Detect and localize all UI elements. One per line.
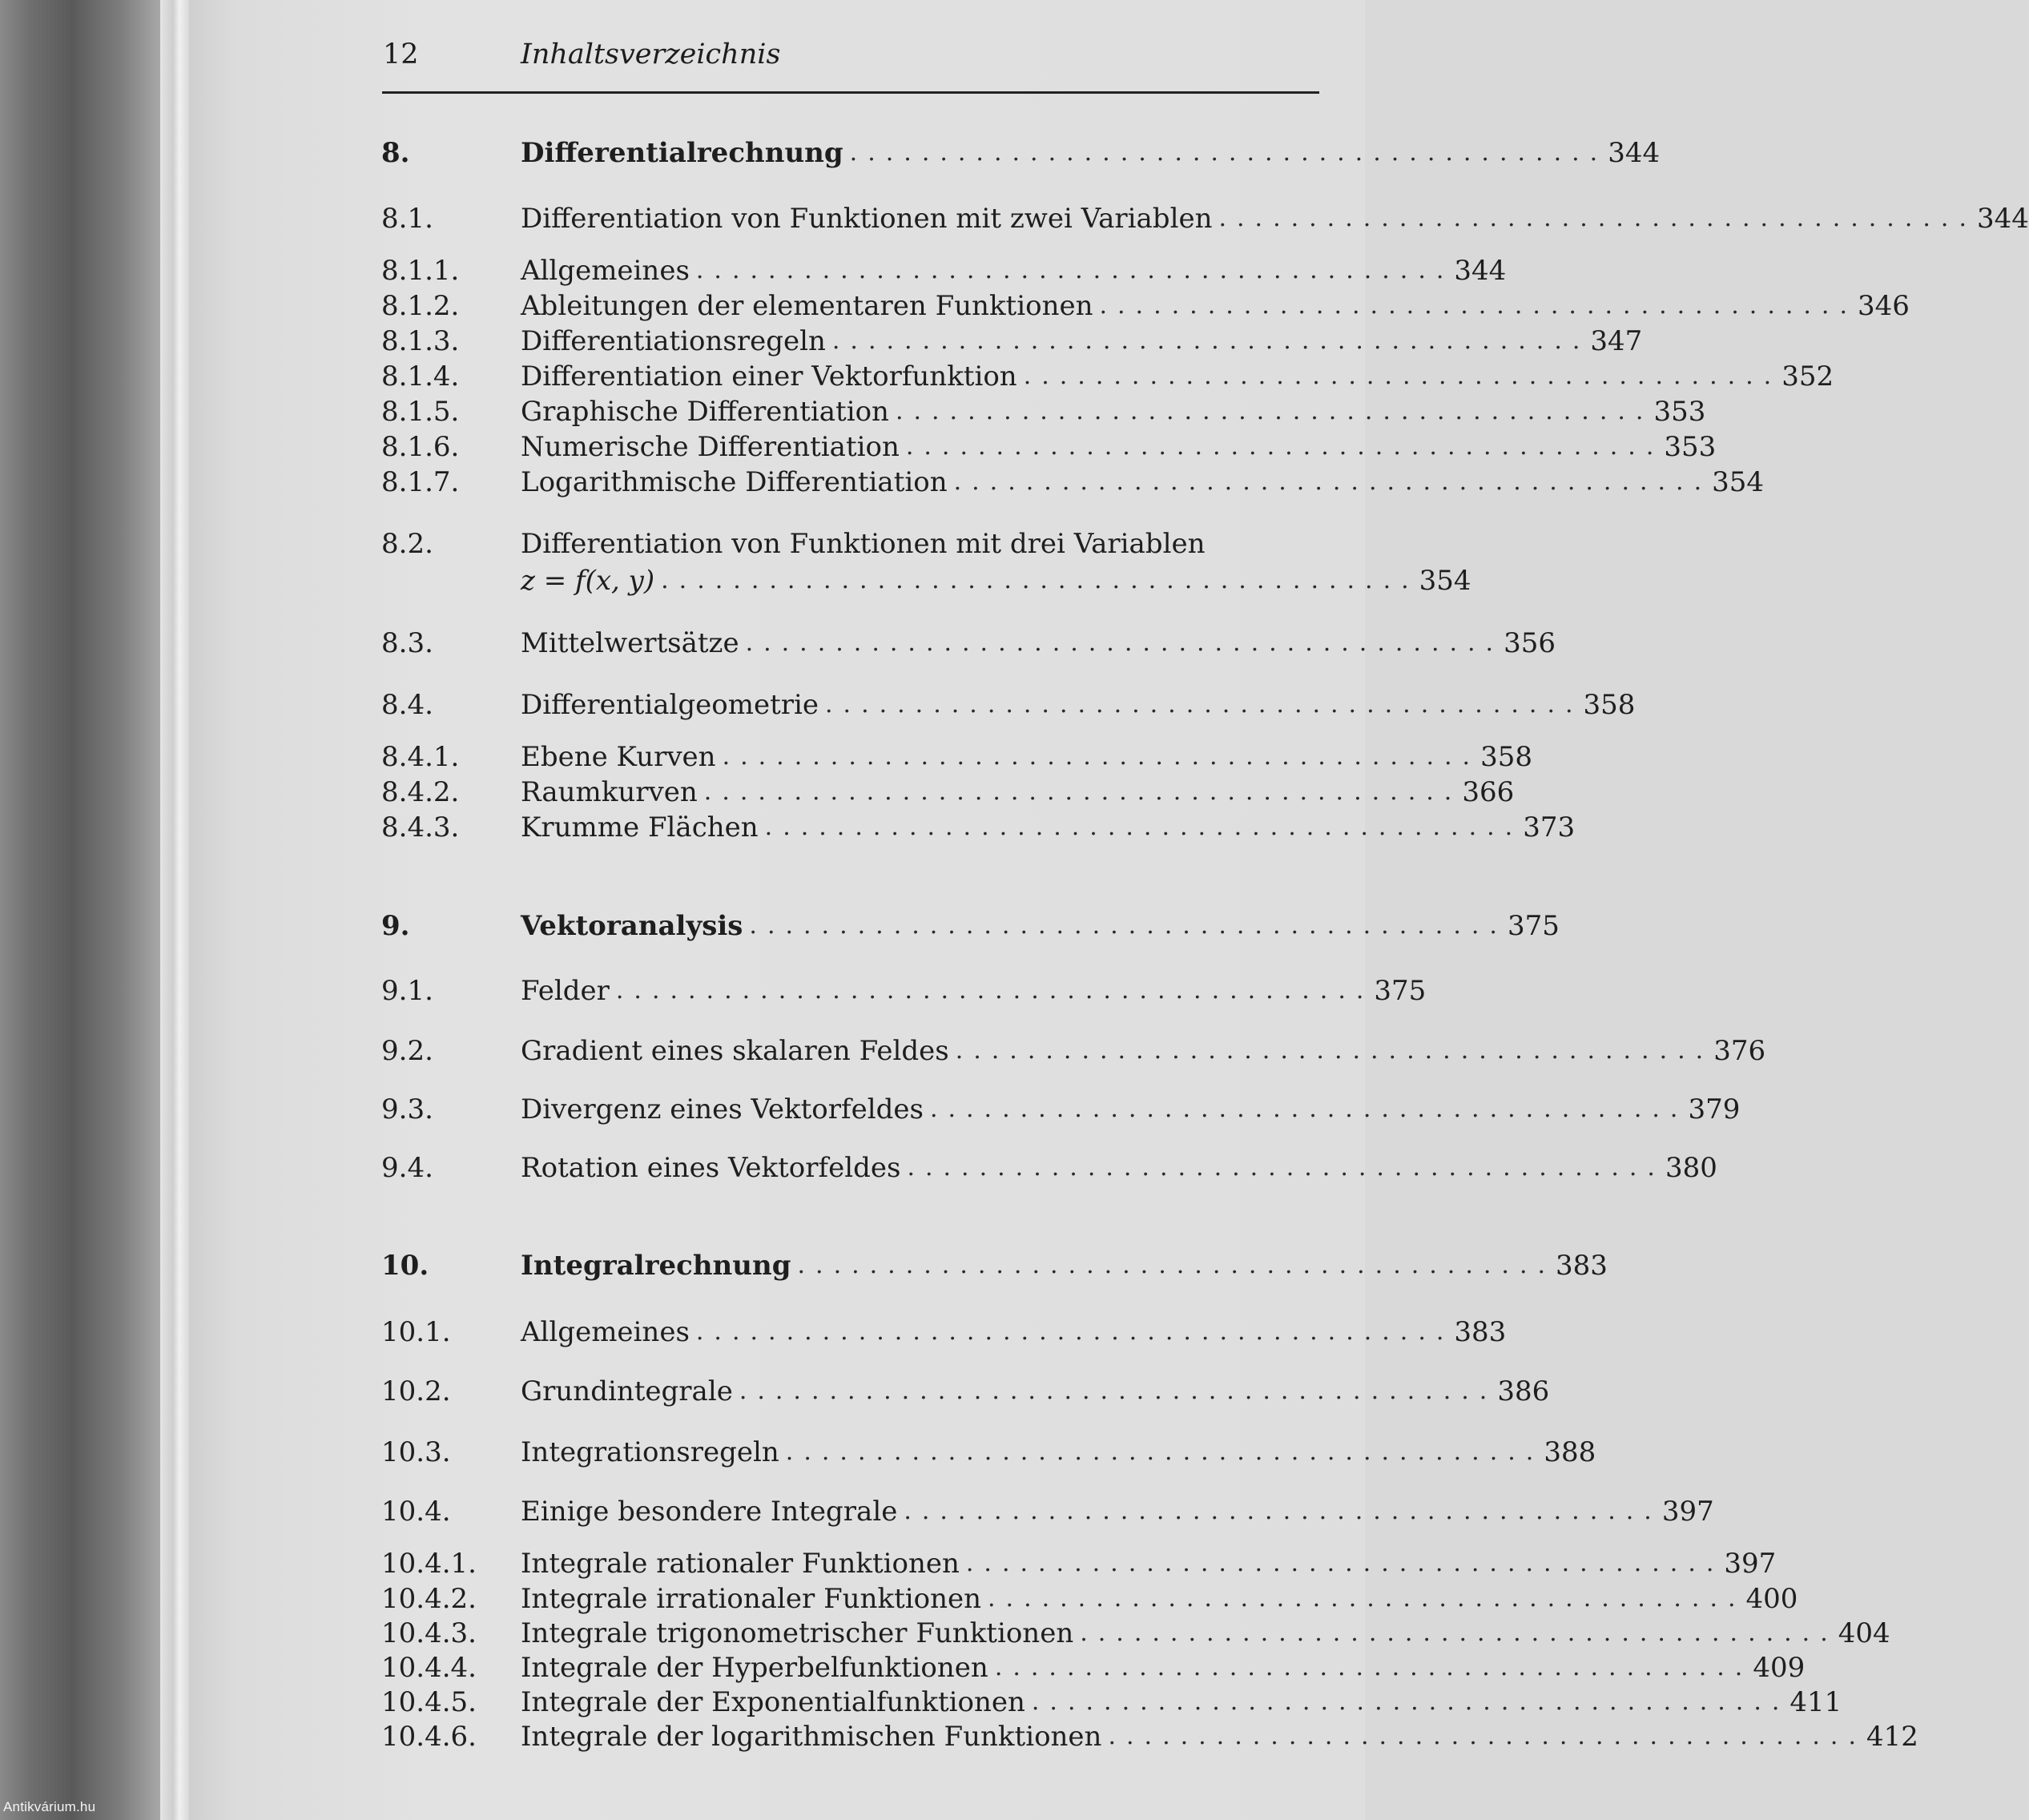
entry-title: Raumkurven [521,776,698,808]
entry-page: 400 [1745,1583,1798,1615]
entry-title: Differentiation von Funktionen mit drei Variablen [521,528,1206,560]
entry-title: Integrale rationaler Funktionen [521,1548,960,1580]
toc-entry[interactable]: 8.4.2. Raumkurven .......................................... 366 [381,774,1323,811]
entry-title: Einige besondere Integrale [521,1496,898,1528]
toc-entry[interactable]: 10.1. Allgemeines .......................................... 383 [381,1314,1323,1351]
entry-page: 404 [1838,1617,1890,1649]
watermark: Antikvárium.hu [3,1799,96,1814]
entry-title: Integrale der Hyperbelfunktionen [521,1652,988,1684]
entry-page: 344 [1454,255,1507,287]
toc-entry[interactable]: 8.1.5. Graphische Differentiation .......................................... 353 [381,393,1323,430]
toc-entry[interactable]: 8.3. Mittelwertsätze .......................................... 356 [381,625,1323,662]
toc-entry[interactable]: 8.4. Differentialgeometrie .......................................... 358 [381,687,1323,723]
toc-entry[interactable]: 10.4.1. Integrale rationaler Funktionen .......................................... 397 [381,1545,1323,1582]
entry-page: 354 [1419,565,1471,597]
entry-title: Differentiationsregeln [521,325,826,357]
toc-entry[interactable]: 8.2. Differentiation von Funktionen mit drei Variablen z = f(x, y) .......................................... 354 [381,562,1323,599]
entry-page: 397 [1724,1548,1777,1580]
toc-chapter-8[interactable]: 8. Differentialrechnung .......................................... 344 [381,135,1323,171]
entry-title: Mittelwertsätze [521,627,739,659]
entry-page: 375 [1507,910,1560,942]
toc-entry[interactable]: 8.1.4. Differentiation einer Vektorfunktion .......................................... 352 [381,358,1323,395]
entry-page: 366 [1462,776,1515,808]
entry-title: Allgemeines [521,1316,690,1348]
entry-title: Differentiation einer Vektorfunktion [521,360,1017,393]
toc-entry[interactable]: 10.3. Integrationsregeln .......................................... 388 [381,1434,1323,1471]
toc-entry[interactable]: 8.4.1. Ebene Kurven .......................................... 358 [381,739,1323,775]
entry-title: Differentialgeometrie [521,689,819,721]
entry-page: 412 [1866,1721,1918,1753]
entry-title: Krumme Flächen [521,811,759,844]
entry-title: Integrale trigonometrischer Funktionen [521,1617,1074,1649]
toc-entry[interactable]: 8.1.6. Numerische Differentiation .......................................... 353 [381,429,1323,465]
entry-page: 346 [1858,290,1910,322]
entry-page: 376 [1713,1035,1766,1067]
entry-title: Divergenz eines Vektorfeldes [521,1093,924,1125]
toc-chapter-10[interactable]: 10. Integralrechnung .......................................... 383 [381,1247,1323,1284]
entry-page: 354 [1712,466,1765,498]
entry-title: Ebene Kurven [521,741,716,773]
entry-title: Allgemeines [521,255,690,287]
entry-page: 386 [1497,1375,1550,1407]
entry-page: 379 [1688,1093,1741,1125]
toc-chapter-9[interactable]: 9. Vektoranalysis .......................................... 375 [381,908,1323,944]
toc-entry[interactable]: 9.3. Divergenz eines Vektorfeldes .......................................... 379 [381,1091,1323,1128]
entry-title-line2: z = f(x, y) [521,565,655,597]
entry-page: 383 [1556,1250,1608,1282]
entry-page: 344 [1977,203,2029,235]
toc-entry[interactable]: 10.4. Einige besondere Integrale .......................................... 397 [381,1493,1323,1530]
toc-entry[interactable]: 10.4.3. Integrale trigonometrischer Funktionen .......................................... 404 [381,1615,1323,1652]
toc-entry[interactable]: 10.4.2. Integrale irrationaler Funktionen .......................................... 400 [381,1580,1323,1617]
entry-title: Graphische Differentiation [521,396,889,428]
toc-entry[interactable]: 8.1.2. Ableitungen der elementaren Funktionen .......................................... 346 [381,288,1323,324]
toc-entry[interactable]: 10.4.4. Integrale der Hyperbelfunktionen .......................................... 409 [381,1649,1323,1686]
entry-page: 375 [1374,975,1427,1007]
entry-page: 344 [1608,137,1661,169]
entry-title: Rotation eines Vektorfeldes [521,1152,901,1184]
entry-page: 356 [1504,627,1556,659]
toc-entry[interactable]: 8.1.7. Logarithmische Differentiation .......................................... 354 [381,464,1323,501]
toc-entry[interactable]: 8.1.3. Differentiationsregeln .......................................... 347 [381,323,1323,360]
entry-page: 373 [1523,811,1576,844]
entry-title: Gradient eines skalaren Feldes [521,1035,949,1067]
entry-title: Vektoranalysis [521,910,743,942]
running-title: Inhaltsverzeichnis [521,38,781,70]
entry-title: Ableitungen der elementaren Funktionen [521,290,1093,322]
entry-title: Differentialrechnung [521,137,843,169]
entry-page: 411 [1789,1686,1842,1718]
entry-page: 347 [1590,325,1643,357]
entry-page: 353 [1653,396,1706,428]
toc-entry[interactable]: 8.4.3. Krumme Flächen .......................................... 373 [381,809,1323,846]
toc-entry[interactable]: 8.1. Differentiation von Funktionen mit zwei Variablen .......................................... 344 [381,200,1323,237]
entry-title: Felder [521,975,610,1007]
entry-page: 383 [1454,1316,1507,1348]
toc-entry[interactable]: 9.4. Rotation eines Vektorfeldes .......................................... 380 [381,1150,1323,1186]
entry-page: 358 [1480,741,1532,773]
toc-entry[interactable]: 10.4.5. Integrale der Exponentialfunktionen .......................................... 411 [381,1684,1323,1721]
entry-page: 409 [1753,1652,1806,1684]
toc-entry[interactable]: 9.1. Felder .......................................... 375 [381,972,1323,1009]
entry-page: 380 [1665,1152,1717,1184]
entry-title: Numerische Differentiation [521,431,900,463]
entry-title: Integrale irrationaler Funktionen [521,1583,981,1615]
toc-entry[interactable]: 8.1.1. Allgemeines .......................................... 344 [381,252,1323,289]
entry-title: Integralrechnung [521,1250,791,1282]
entry-title: Integrale der logarithmischen Funktionen [521,1721,1102,1753]
toc-entry[interactable]: 9.2. Gradient eines skalaren Feldes .......................................... 376 [381,1033,1323,1069]
entry-title: Grundintegrale [521,1375,733,1407]
page-number: 12 [383,38,419,70]
entry-page: 352 [1781,360,1834,393]
entry-title: Integrale der Exponentialfunktionen [521,1686,1025,1718]
entry-title: Logarithmische Differentiation [521,466,948,498]
entry-page: 397 [1661,1496,1714,1528]
entry-page: 358 [1583,689,1636,721]
entry-title: Integrationsregeln [521,1436,779,1468]
toc-entry[interactable]: 10.2. Grundintegrale .......................................... 386 [381,1373,1323,1410]
entry-page: 388 [1544,1436,1596,1468]
entry-page: 353 [1664,431,1717,463]
toc-entry[interactable]: 10.4.6. Integrale der logarithmischen Funktionen .......................................... 412 [381,1718,1323,1755]
entry-title: Differentiation von Funktionen mit zwei Variablen [521,203,1213,235]
